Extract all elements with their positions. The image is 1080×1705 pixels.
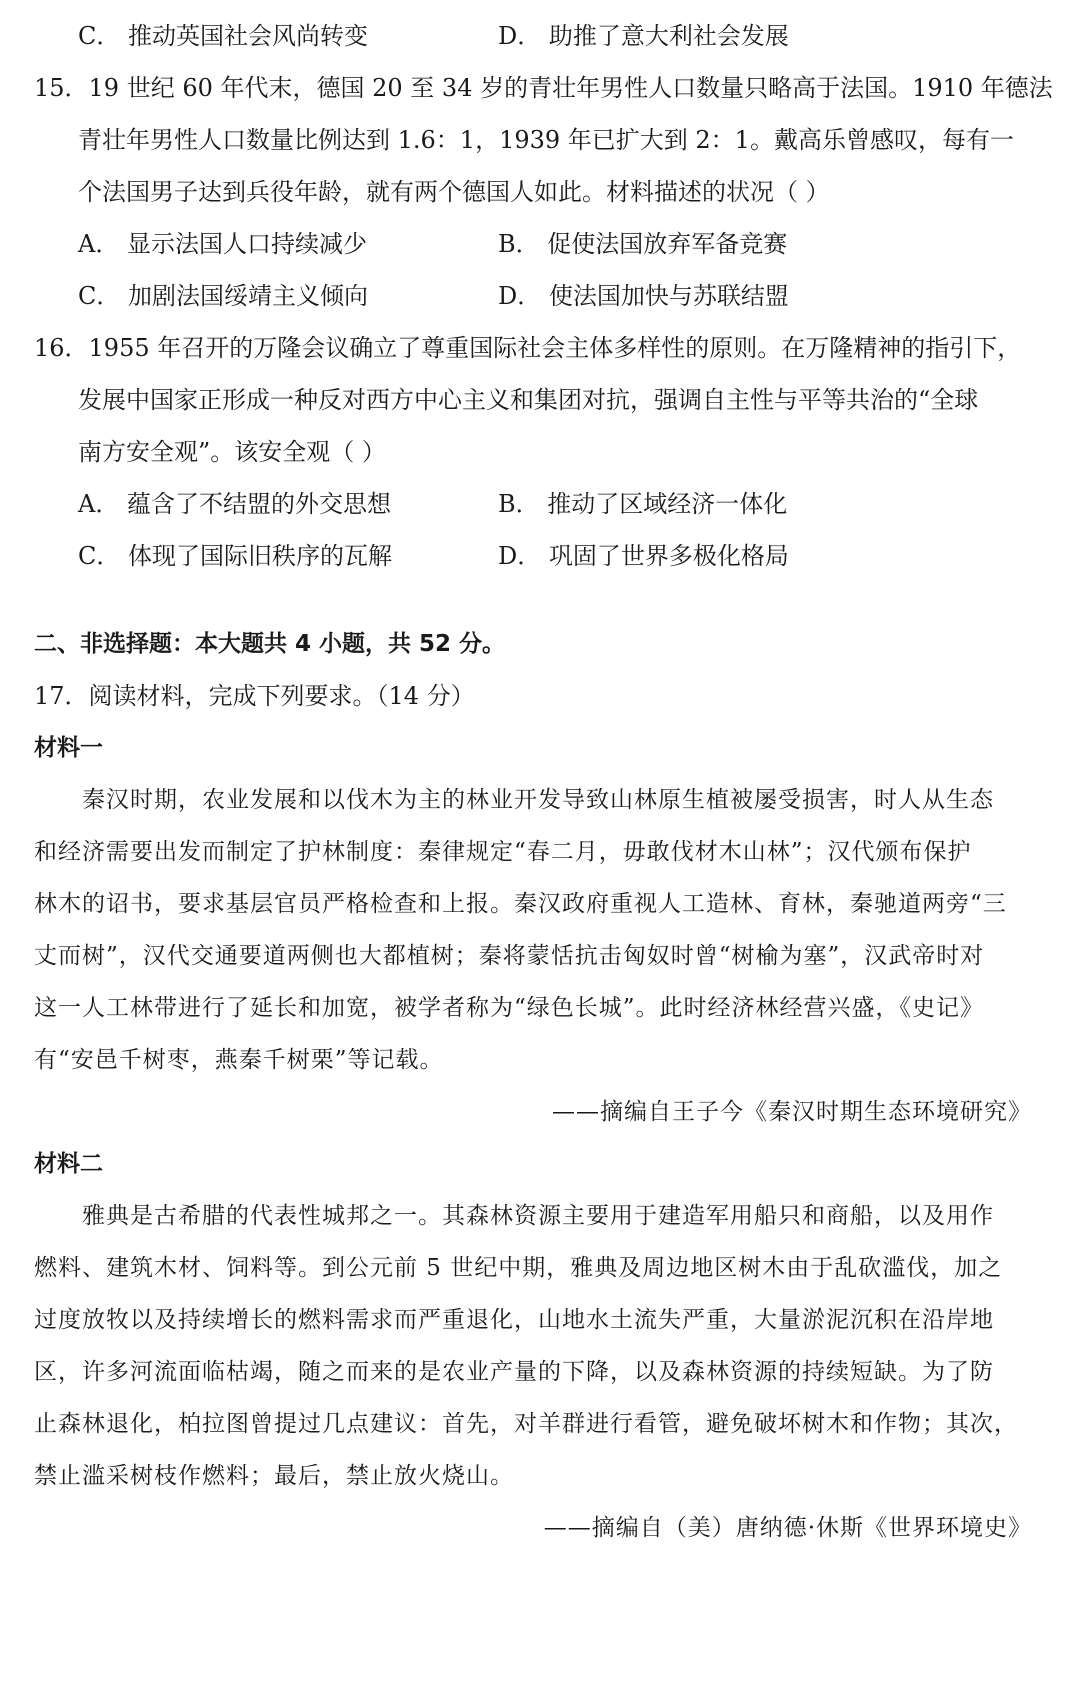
q15-stem-line-1: 15．19 世纪 60 年代末，德国 20 至 34 岁的青壮年男性人口数量只略高于法国。1910 年德法 xyxy=(34,74,1053,102)
q15-option-d[interactable]: D． 使法国加快与苏联结盟 xyxy=(498,282,789,310)
material-2-line-1: 雅典是古希腊的代表性城邦之一。其森林资源主要用于建造军用船只和商船，以及用作 xyxy=(82,1203,994,1229)
q16-option-d[interactable]: D． 巩固了世界多极化格局 xyxy=(498,542,789,570)
material-1-label: 材料一 xyxy=(34,735,103,761)
q14-option-d[interactable]: D． 助推了意大利社会发展 xyxy=(498,22,789,50)
q15-stem-line-3: 个法国男子达到兵役年龄，就有两个德国人如此。材料描述的状况（ ） xyxy=(78,178,830,206)
material-2-line-3: 过度放牧以及持续增长的燃料需求而严重退化，山地水土流失严重，大量淤泥沉积在沿岸地 xyxy=(34,1307,994,1333)
material-2-line-5: 止森林退化，柏拉图曾提过几点建议：首先，对羊群进行看管，避免破坏树木和作物；其次， xyxy=(34,1411,1018,1437)
material-2-line-4: 区，许多河流面临枯竭，随之而来的是农业产量的下降，以及森林资源的持续短缺。为了防 xyxy=(34,1359,994,1385)
q16-option-c[interactable]: C． 体现了国际旧秩序的瓦解 xyxy=(78,542,392,570)
material-1-source: ——摘编自王子今《秦汉时期生态环境研究》 xyxy=(552,1099,1032,1125)
material-1-line-5: 这一人工林带进行了延长和加宽，被学者称为“绿色长城”。此时经济林经营兴盛，《史记》 xyxy=(34,995,985,1021)
material-1-line-2: 和经济需要出发而制定了护林制度：秦律规定“春二月，毋敢伐材木山林”；汉代颁布保护 xyxy=(34,839,972,865)
q16-stem-line-3: 南方安全观”。该安全观（ ） xyxy=(78,438,386,466)
q15-option-a[interactable]: A． 显示法国人口持续减少 xyxy=(78,230,367,258)
q15-option-c[interactable]: C． 加剧法国绥靖主义倾向 xyxy=(78,282,368,310)
material-1-line-4: 丈而树”，汉代交通要道两侧也大都植树；秦将蒙恬抗击匈奴时曾“树榆为塞”，汉武帝时对 xyxy=(34,943,985,969)
material-2-line-6: 禁止滥采树枝作燃料；最后，禁止放火烧山。 xyxy=(34,1463,514,1489)
q17-stem: 17．阅读材料，完成下列要求。（14 分） xyxy=(34,682,475,710)
material-1-line-3: 林木的诏书，要求基层官员严格检查和上报。秦汉政府重视人工造林、育林，秦驰道两旁“三 xyxy=(34,891,1007,917)
q15-option-b[interactable]: B． 促使法国放弃军备竞赛 xyxy=(498,230,788,258)
q16-stem-line-2: 发展中国家正形成一种反对西方中心主义和集团对抗，强调自主性与平等共治的“全球 xyxy=(78,386,979,414)
q15-stem-line-2: 青壮年男性人口数量比例达到 1.6：1，1939 年已扩大到 2：1。戴高乐曾感叹，每有一 xyxy=(78,126,1014,154)
material-2-line-2: 燃料、建筑木材、饲料等。到公元前 5 世纪中期，雅典及周边地区树木由于乱砍滥伐，加之 xyxy=(34,1255,1003,1281)
q16-stem-line-1: 16．1955 年召开的万隆会议确立了尊重国际社会主体多样性的原则。在万隆精神的指引下， xyxy=(34,334,1022,362)
q16-option-a[interactable]: A． 蕴含了不结盟的外交思想 xyxy=(78,490,391,518)
material-2-label: 材料二 xyxy=(34,1151,103,1177)
material-1-line-1: 秦汉时期，农业发展和以伐木为主的林业开发导致山林原生植被屡受损害，时人从生态 xyxy=(82,787,994,813)
material-2-source: ——摘编自（美）唐纳德·休斯《世界环境史》 xyxy=(543,1515,1032,1541)
material-1-line-6: 有“安邑千树枣，燕秦千树栗”等记载。 xyxy=(34,1047,444,1073)
section-heading: 二、非选择题：本大题共 4 小题，共 52 分。 xyxy=(34,631,506,657)
q16-option-b[interactable]: B． 推动了区域经济一体化 xyxy=(498,490,788,518)
q14-option-c[interactable]: C． 推动英国社会风尚转变 xyxy=(78,22,368,50)
